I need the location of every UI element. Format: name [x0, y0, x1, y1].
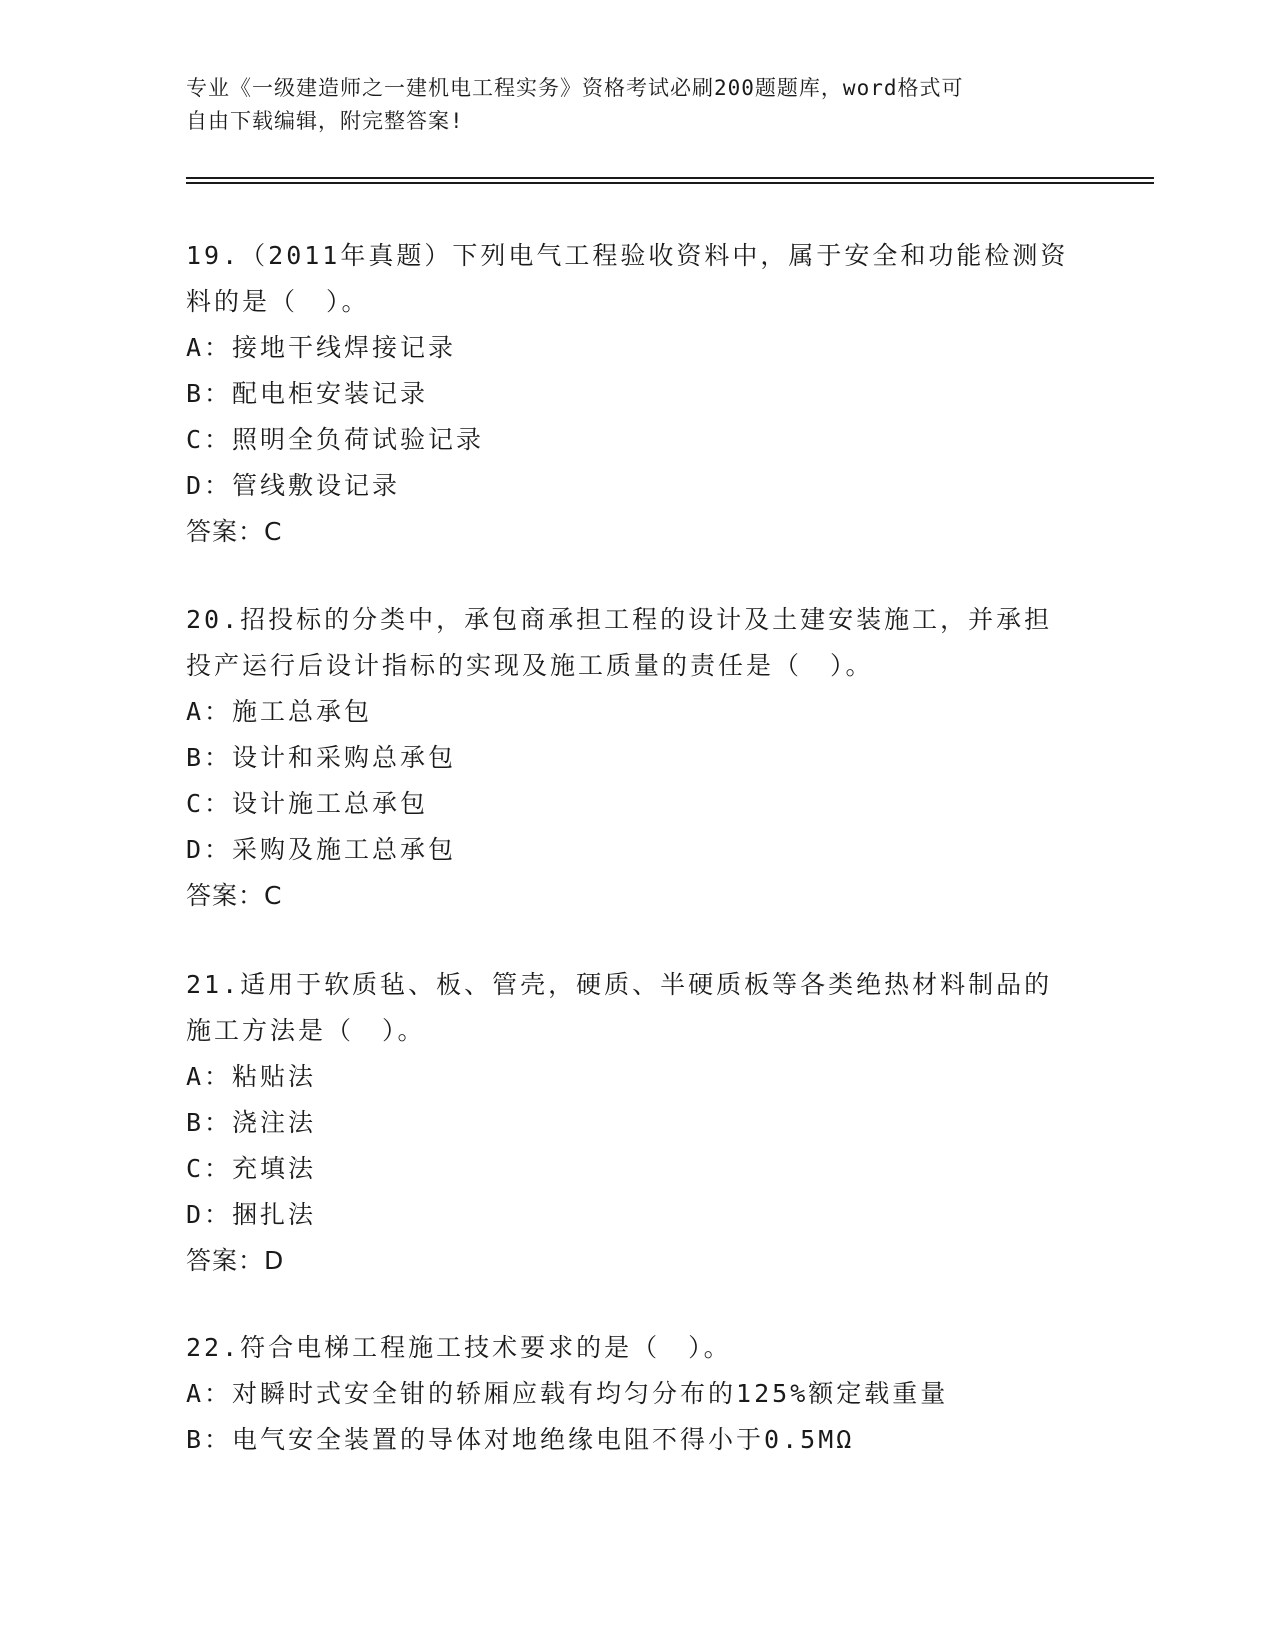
document-header [186, 72, 1066, 138]
answer: 答案：C [186, 881, 283, 910]
option-b: B：设计和采购总承包 [186, 743, 457, 772]
question-19 [186, 233, 1086, 555]
question-22 [186, 1325, 1086, 1463]
option-d: D：采购及施工总承包 [186, 835, 457, 864]
option-d: D：管线敷设记录 [186, 471, 401, 500]
question-21 [186, 962, 1086, 1284]
option-b: B：浇注法 [186, 1108, 317, 1137]
header-line-2: 自由下载编辑，附完整答案! [186, 109, 464, 133]
option-c: C：充填法 [186, 1154, 317, 1183]
answer: 答案：D [186, 1246, 285, 1275]
question-stem-line-2: 料的是（ ）。 [186, 287, 370, 316]
header-divider-top [186, 177, 1154, 179]
header-line-1: 专业《一级建造师之一建机电工程实务》资格考试必刷200题题库，word格式可 [186, 76, 964, 100]
question-stem-line-1: 20.招投标的分类中，承包商承担工程的设计及土建安装施工，并承担 [186, 605, 1053, 634]
question-stem-line-1: 19.（2011年真题）下列电气工程验收资料中，属于安全和功能检测资 [186, 241, 1069, 270]
option-c: C：照明全负荷试验记录 [186, 425, 485, 454]
question-stem-line-2: 投产运行后设计指标的实现及施工质量的责任是（ ）。 [186, 651, 874, 680]
option-c: C：设计施工总承包 [186, 789, 429, 818]
option-a: A：施工总承包 [186, 697, 373, 726]
option-d: D：捆扎法 [186, 1200, 317, 1229]
option-a: A：对瞬时式安全钳的轿厢应载有均匀分布的125%额定载重量 [186, 1379, 949, 1408]
question-stem-line-2: 施工方法是（ ）。 [186, 1016, 426, 1045]
option-a: A：粘贴法 [186, 1062, 317, 1091]
option-a: A：接地干线焊接记录 [186, 333, 457, 362]
option-b: B：电气安全装置的导体对地绝缘电阻不得小于0.5MΩ [186, 1425, 855, 1454]
answer: 答案：C [186, 517, 283, 546]
question-stem-line-1: 21.适用于软质毡、板、管壳，硬质、半硬质板等各类绝热材料制品的 [186, 970, 1053, 999]
question-20 [186, 597, 1086, 919]
header-divider-bottom [186, 182, 1154, 184]
question-stem-line-1: 22.符合电梯工程施工技术要求的是（ ）。 [186, 1333, 732, 1362]
option-b: B：配电柜安装记录 [186, 379, 429, 408]
